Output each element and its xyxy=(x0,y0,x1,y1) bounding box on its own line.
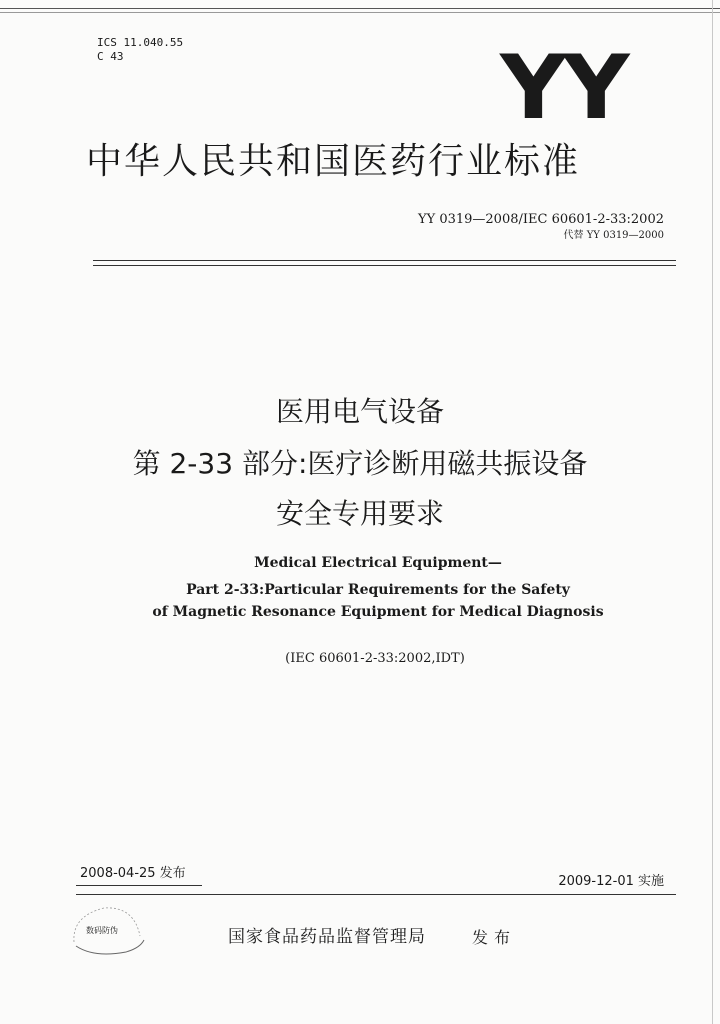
header-rule-bottom xyxy=(93,265,676,266)
top-scan-line-secondary xyxy=(0,12,720,13)
adoption-note: (IEC 60601-2-33:2002,IDT) xyxy=(285,651,465,666)
issuing-authority: 国家食品药品监督管理局 xyxy=(228,927,426,947)
title-zh-line1: 医用电气设备 xyxy=(275,395,444,428)
implement-date: 2009-12-01 实施 xyxy=(558,874,664,889)
footer-rule xyxy=(76,894,676,895)
title-zh-line3: 安全专用要求 xyxy=(275,497,444,530)
ics-code: ICS 11.040.55 xyxy=(97,36,184,49)
title-en-line3: of Magnetic Resonance Equipment for Medical Diagnosis xyxy=(152,604,604,620)
publish-date: 2008-04-25 发布 xyxy=(80,866,186,881)
header-rule-top xyxy=(93,260,676,261)
classification-codes xyxy=(97,36,183,64)
issue-label: 发布 xyxy=(472,928,517,947)
replaces-standard: 代替 YY 0319—2000 xyxy=(563,230,664,241)
stamp-label: 数码防伪 xyxy=(86,926,118,935)
publish-date-underline xyxy=(76,885,202,886)
top-scan-line xyxy=(0,8,720,9)
title-en-line2: Part 2-33:Particular Requirements for the Safety xyxy=(186,582,570,598)
issuing-body-title: 中华人民共和国医药行业标准 xyxy=(86,141,581,182)
standard-logo: YY xyxy=(500,36,626,139)
title-zh-line2: 第 2-33 部分:医疗诊断用磁共振设备 xyxy=(132,447,588,480)
title-en-line1: Medical Electrical Equipment— xyxy=(254,555,502,571)
ccs-code: C 43 xyxy=(97,50,124,63)
standard-number: YY 0319—2008/IEC 60601-2-33:2002 xyxy=(418,212,664,227)
